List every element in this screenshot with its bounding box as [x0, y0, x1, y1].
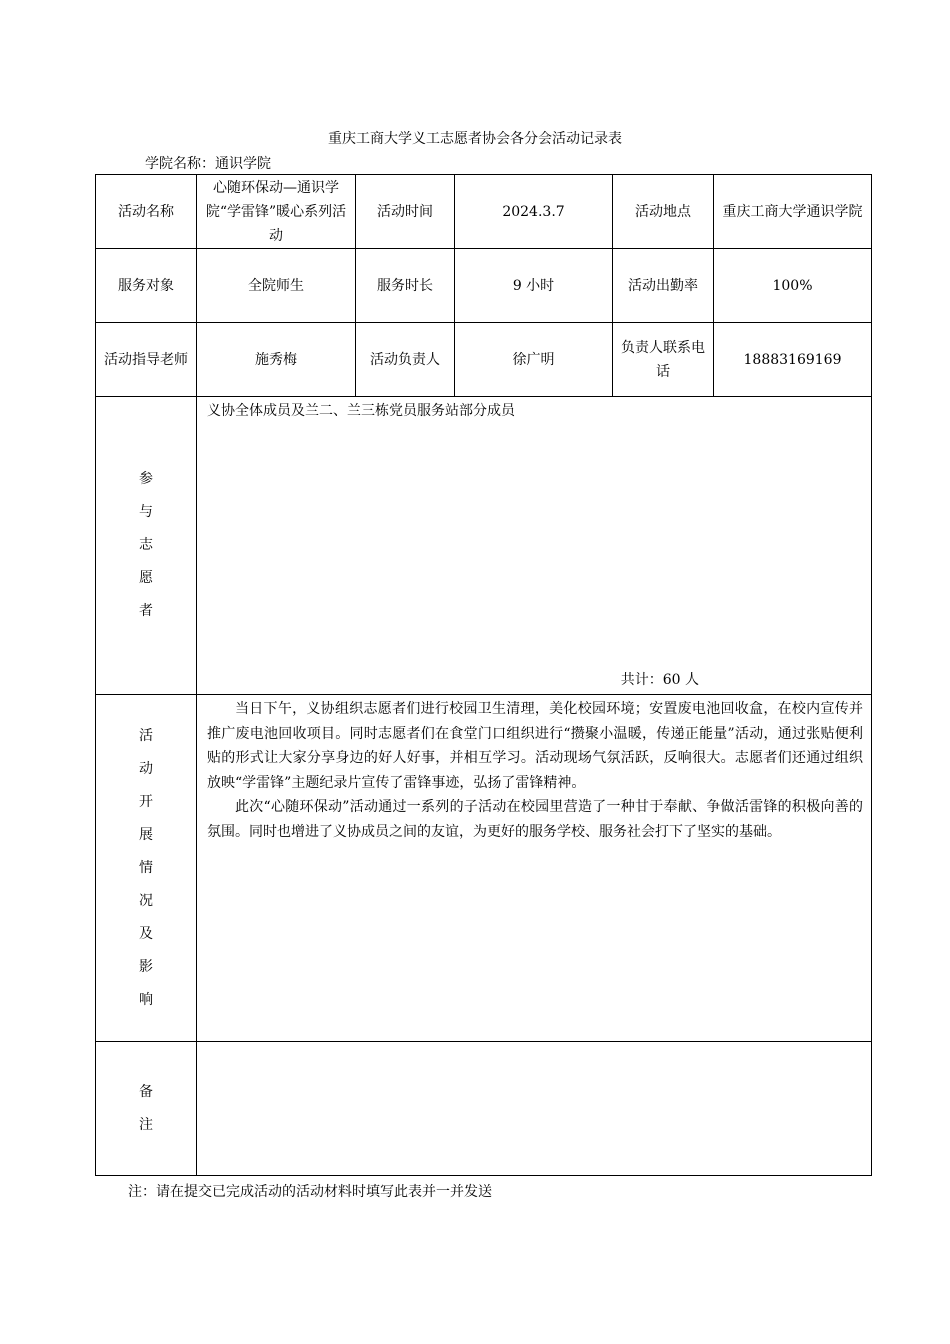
activity-time-label: 活动时间 — [356, 175, 455, 249]
table-row — [96, 175, 872, 249]
attendance-value: 100% — [714, 249, 872, 323]
activity-name-label: 活动名称 — [96, 175, 197, 249]
table-row — [96, 323, 872, 397]
service-target-label: 服务对象 — [96, 249, 197, 323]
service-target-value: 全院师生 — [197, 249, 356, 323]
activity-record-table — [95, 174, 872, 1176]
activity-label-cell — [96, 695, 197, 1042]
remark-label: 备 注 — [139, 1083, 153, 1133]
service-hours-label: 服务时长 — [356, 249, 455, 323]
volunteers-text: 义协全体成员及兰二、兰三栋党员服务站部分成员 — [207, 403, 515, 419]
table-row — [96, 695, 872, 1042]
volunteers-label: 参 与 志 愿 者 — [139, 471, 153, 619]
activity-place-label: 活动地点 — [613, 175, 714, 249]
phone-value: 18883169169 — [714, 323, 872, 397]
remark-label-cell — [96, 1042, 197, 1176]
form-title: 重庆工商大学义工志愿者协会各分会活动记录表 — [328, 131, 622, 147]
table-row — [96, 1042, 872, 1176]
activity-content-cell — [197, 695, 872, 1042]
volunteers-content-cell — [197, 397, 872, 695]
activity-time-value: 2024.3.7 — [455, 175, 613, 249]
volunteers-label-cell — [96, 397, 197, 695]
activity-description — [207, 697, 863, 844]
leader-value: 徐广明 — [455, 323, 613, 397]
activity-place-value: 重庆工商大学通识学院 — [714, 175, 872, 249]
activity-paragraph: 此次“心随环保动”活动通过一系列的子活动在校园里营造了一种甘于奉献、争做活雷锋的积极向善的氛围。同时也增进了义协成员之间的友谊，为更好的服务学校、服务社会打下了坚实的基础。 — [207, 799, 863, 840]
table-row — [96, 397, 872, 695]
activity-paragraph: 当日下午，义协组织志愿者们进行校园卫生清理，美化校园环境；安置废电池回收盒，在校内宣传并推广废电池回收项目。同时志愿者们在食堂门口组织进行“攒聚小温暖，传递正能量”活动，通过张贴便利贴的形式让大家分享身边的好人好事，并相互学习。活动现场气氛活跃，反响很大。志愿者们还通过组织放映“学雷锋”主题纪录片宣传了雷锋事迹，弘扬了雷锋精神。 — [207, 701, 863, 791]
advisor-value: 施秀梅 — [197, 323, 356, 397]
activity-label: 活 动 开 展 情 况 及 影 响 — [139, 727, 153, 1008]
advisor-label: 活动指导老师 — [96, 323, 197, 397]
footer-note: 注：请在提交已完成活动的活动材料时填写此表并一并发送 — [128, 1184, 492, 1200]
table-row — [96, 249, 872, 323]
attendance-label: 活动出勤率 — [613, 249, 714, 323]
phone-label: 负责人联系电话 — [613, 323, 714, 397]
activity-name-value: 心随环保动—通识学院“学雷锋”暖心系列活动 — [197, 175, 356, 249]
volunteers-total: 共计：60 人 — [620, 672, 699, 688]
service-hours-value: 9 小时 — [455, 249, 613, 323]
leader-label: 活动负责人 — [356, 323, 455, 397]
remark-content-cell — [197, 1042, 872, 1176]
college-name: 学院名称：通识学院 — [145, 156, 271, 172]
